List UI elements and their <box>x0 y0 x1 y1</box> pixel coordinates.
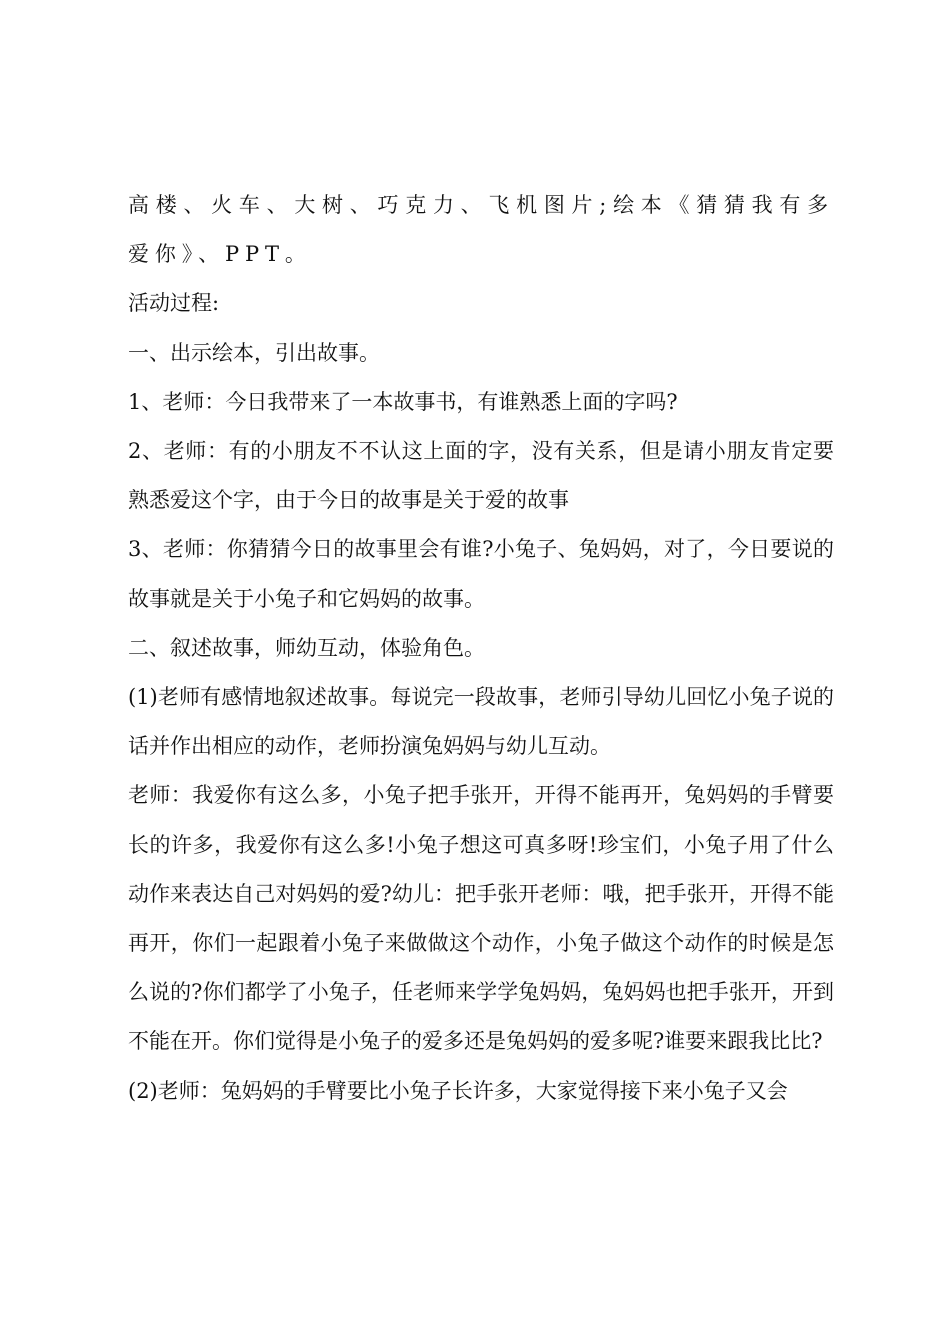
step-one-paragraph: 1、老师：今日我带来了一本故事书，有谁熟悉上面的字吗? <box>128 389 678 414</box>
section-two-heading: 二、叙述故事，师幼互动，体验角色。 <box>128 635 485 660</box>
teacher-dialogue-paragraph: 老师：我爱你有这么多，小兔子把手张开，开得不能再开，兔妈妈的手臂要长的许多，我爱你有这么多!小兔子想这可真多呀!珍宝们，小兔子用了什么动作来表达自己对妈妈的爱?幼儿：把手张开老师：哦，把手张开，开得不能再开，你们一起跟着小兔子来做做这个动作，小兔子做这个动作的时候是怎么说的?你们都学了小兔子，任老师来学学兔妈妈，兔妈妈也把手张开，开到不能在开。你们觉得是小兔子的爱多还是兔妈妈的爱多呢?谁要来跟我比比? <box>128 783 834 1054</box>
materials-paragraph: 高楼、火车、大树、巧克力、飞机图片;绘本《猜猜我有多爱你》、PPT。 <box>128 193 834 267</box>
activity-process-heading: 活动过程: <box>128 291 220 316</box>
section-one-heading: 一、出示绘本，引出故事。 <box>128 340 380 365</box>
step-two-paragraph: 2、老师：有的小朋友不不认这上面的字，没有关系，但是请小朋友肯定要熟悉爱这个字，由于今日的故事是关于爱的故事 <box>128 439 834 513</box>
step-three-paragraph: 3、老师：你猜猜今日的故事里会有谁?小兔子、兔妈妈，对了，今日要说的故事就是关于小兔子和它妈妈的故事。 <box>128 537 834 611</box>
document-body <box>128 181 834 1116</box>
storytelling-paragraph: (1)老师有感情地叙述故事。每说完一段故事，老师引导幼儿回忆小兔子说的话并作出相应的动作，老师扮演兔妈妈与幼儿互动。 <box>128 685 834 759</box>
step-two-sub-paragraph: (2)老师：兔妈妈的手臂要比小兔子长许多，大家觉得接下来小兔子又会 <box>128 1078 788 1103</box>
